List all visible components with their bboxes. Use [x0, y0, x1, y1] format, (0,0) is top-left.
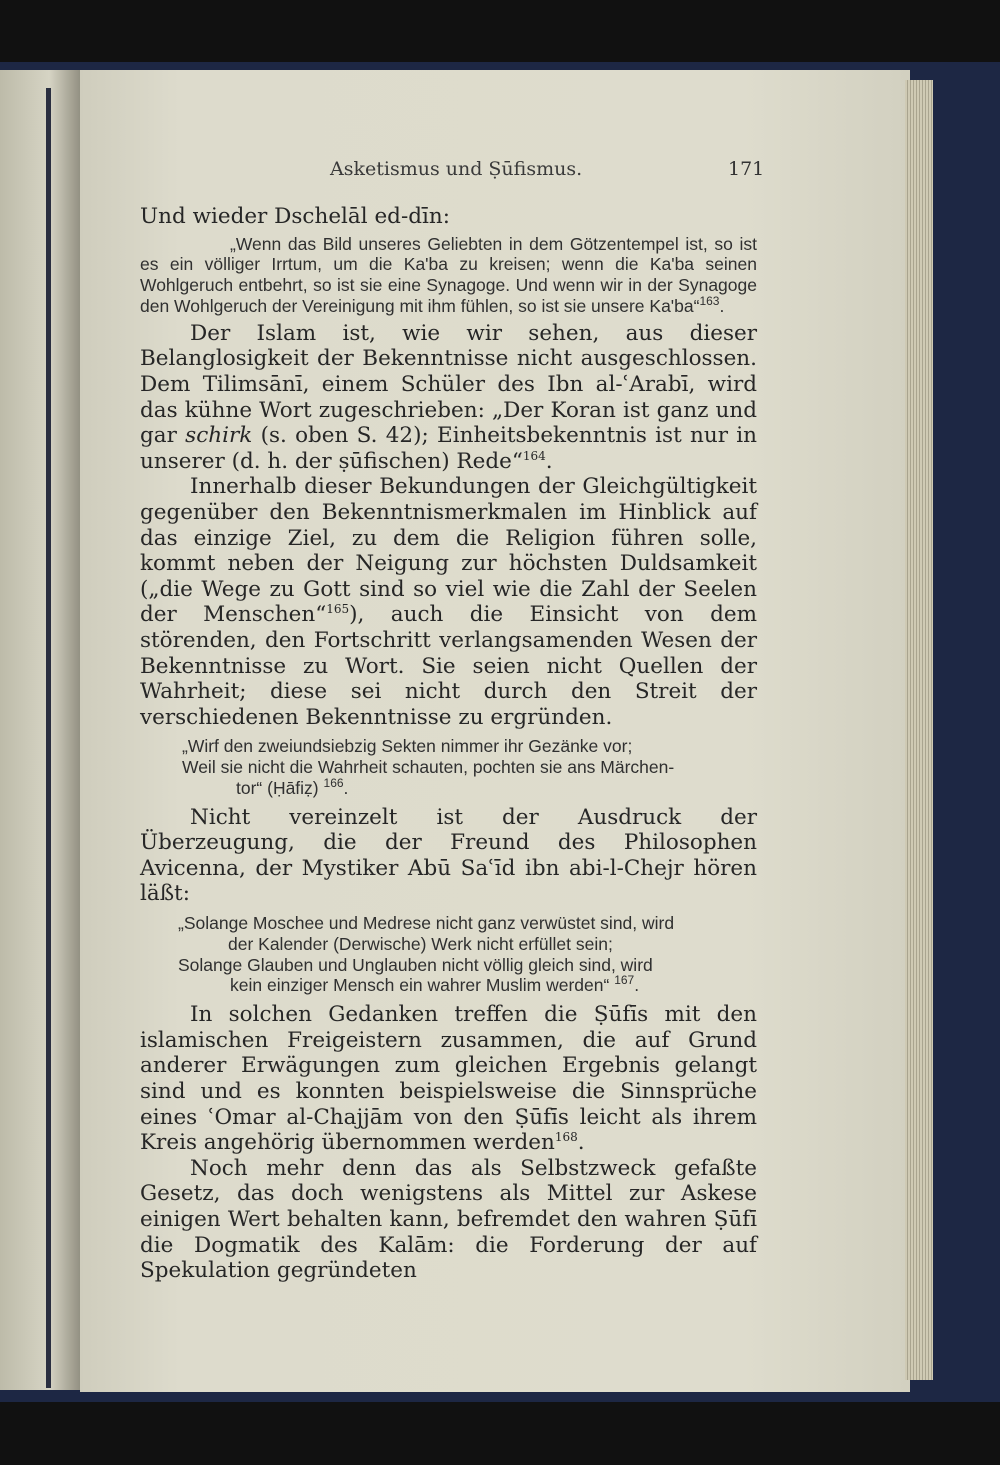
running-head-title: Asketismus und Ṣūfismus.: [330, 158, 583, 180]
verse-line: kein einziger Mensch ein wahrer Muslim werden“ $^{167}$.: [230, 973, 640, 996]
italic-term: schirk: [185, 423, 253, 449]
footnote-ref: 167: [614, 973, 635, 988]
facing-page: [0, 70, 82, 1390]
verse-line: Solange Glauben und Unglauben nicht völlig gleich sind, wird: [178, 954, 653, 975]
page-edges: [905, 80, 933, 1380]
paragraph-text: ), auch die Einsicht von dem störenden, den Fortschritt verlangsamenden Wesen der Bekenntnisse zu Wort. Sie seien nicht Quellen der Wahrheit; diese sei nicht durch den Streit der verschiedenen Bekenntnisse zu ergründen.: [140, 602, 757, 730]
paragraph-text: In solchen Gedanken treffen die Ṣūfīs mit den islamischen Freigeistern zusammen, die auf Grund anderer Erwägungen zum gleichen Ergebnis gelangt sind und es konnten beispielsweise die Sinnsprüche eines ʿOmar al-Chajjām von den Ṣūfīs leicht als ihrem Kreis angehörig übernommen werden: [140, 1002, 757, 1156]
paragraph: [140, 474, 757, 730]
verse-line: tor“ (Ḥāfiẓ) $^{166}$.: [236, 776, 349, 798]
verse-line: Weil sie nicht die Wahrheit schauten, pochten sie ans Märchen-: [182, 757, 675, 778]
quote-block: „Wenn das Bild unseres Geliebten in dem Götzentempel ist, so ist es ein völliger Irrtum, um die Ka'ba zu kreisen; wenn die Ka'ba seinen Wohlgeruch entbehrt, so ist sie eine Synagoge. Und wenn wir in der Synagoge den Wohlgeruch der Vereinigung mit ihm fühlen, so ist sie unsere Ka'ba“$^{163}$.: [140, 233, 757, 316]
paragraph-intro: Und wieder Dschelāl ed-dīn:: [140, 204, 450, 229]
paragraph: Nicht vereinzelt ist der Ausdruck der Überzeugung, die der Freund des Philosophen Avicenna, der Mystiker Abū Saʿīd ibn abi-l-Chejr hören läßt:: [140, 804, 757, 907]
footnote-ref: 166: [323, 776, 344, 791]
facing-page-gutter: [46, 88, 51, 1388]
paragraph: Noch mehr denn das als Selbstzweck gefaßte Gesetz, das doch wenigstens als Mittel zur Askese einigen Wert behalten kann, befremdet den wahren Ṣūfī die Dogmatik des Kalām: die Forderung der auf Spekulation gegründeten: [140, 1155, 757, 1284]
footnote-ref: 165: [326, 602, 350, 617]
verse-line: der Kalender (Derwische) Werk nicht erfüllet sein;: [228, 933, 613, 954]
footnote-ref: 163: [699, 294, 720, 309]
paragraph-text: (s. oben S. 42); Einheitsbekenntnis ist nur in unserer (d. h. der ṣūfischen) Rede“: [140, 423, 757, 474]
paragraph: In solchen Gedanken treffen die Ṣūfīs mit den islamischen Freigeistern zusammen, die auf Grund anderer Erwägungen zum gleichen Ergebnis gelangt sind und es konnten beispielsweise die Sinnsprüche eines ʿOmar al-Chajjām von den Ṣūfīs leicht als ihrem Kreis angehörig übernommen werden$^{168}$.: [140, 1002, 757, 1156]
footnote-ref: 168: [554, 1130, 578, 1145]
paragraph-text: Innerhalb dieser Bekundungen der Gleichgültigkeit gegenüber den Bekenntnismerkmalen im Hinblick auf das einzige Ziel, zu dem die Religion führen solle, kommt neben der Neigung zur höchsten Duldsamkeit („die Wege zu Gott sind so viel wie die Zahl der Seelen der Menschen“: [140, 474, 757, 628]
quote-text: „Wenn das Bild unseres Geliebten in dem Götzentempel ist, so ist es ein völliger Irrtum, um die Ka'ba zu kreisen; wenn die Ka'ba seinen Wohlgeruch entbehrt, so ist sie eine Synagoge. Und wenn wir in der Synagoge den Wohlgeruch der Vereinigung mit ihm fühlen, so ist sie unsere Ka'ba“: [140, 233, 757, 316]
verse-block: [140, 736, 757, 798]
footnote-ref: 164: [522, 448, 546, 463]
paragraph: Der Islam ist, wie wir sehen, aus dieser Belanglosigkeit der Bekenntnisse nicht ausgeschlossen. Dem Tilimsānī, einem Schüler des Ibn al-ʿArabī, wird das kühne Wort zugeschrieben: „Der Koran ist ganz und gar schirk (s. oben S. 42); Einheitsbekenntnis ist nur in unserer (d. h. der ṣūfischen) Rede“$^{164}$.: [140, 320, 757, 474]
paragraph-text: Der Islam ist, wie wir sehen, aus dieser Belanglosigkeit der Bekenntnisse nicht ausgeschlossen. Dem Tilimsānī, einem Schüler des Ibn al-ʿArabī, wird das kühne Wort zugeschrieben: „Der Koran ist ganz und gar: [140, 320, 757, 449]
verse-text: tor“ (Ḥāfiẓ): [236, 777, 319, 798]
page-text: [140, 204, 757, 1284]
running-head: [0, 158, 1000, 186]
verse-block: [140, 913, 757, 996]
verse-line: „Solange Moschee und Medrese nicht ganz verwüstet sind, wird: [178, 913, 675, 934]
verse-text: kein einziger Mensch ein wahrer Muslim werden“: [230, 975, 610, 996]
verse-line: „Wirf den zweiundsiebzig Sekten nimmer ihr Gezänke vor;: [182, 736, 633, 757]
page-number: 171: [728, 158, 765, 180]
